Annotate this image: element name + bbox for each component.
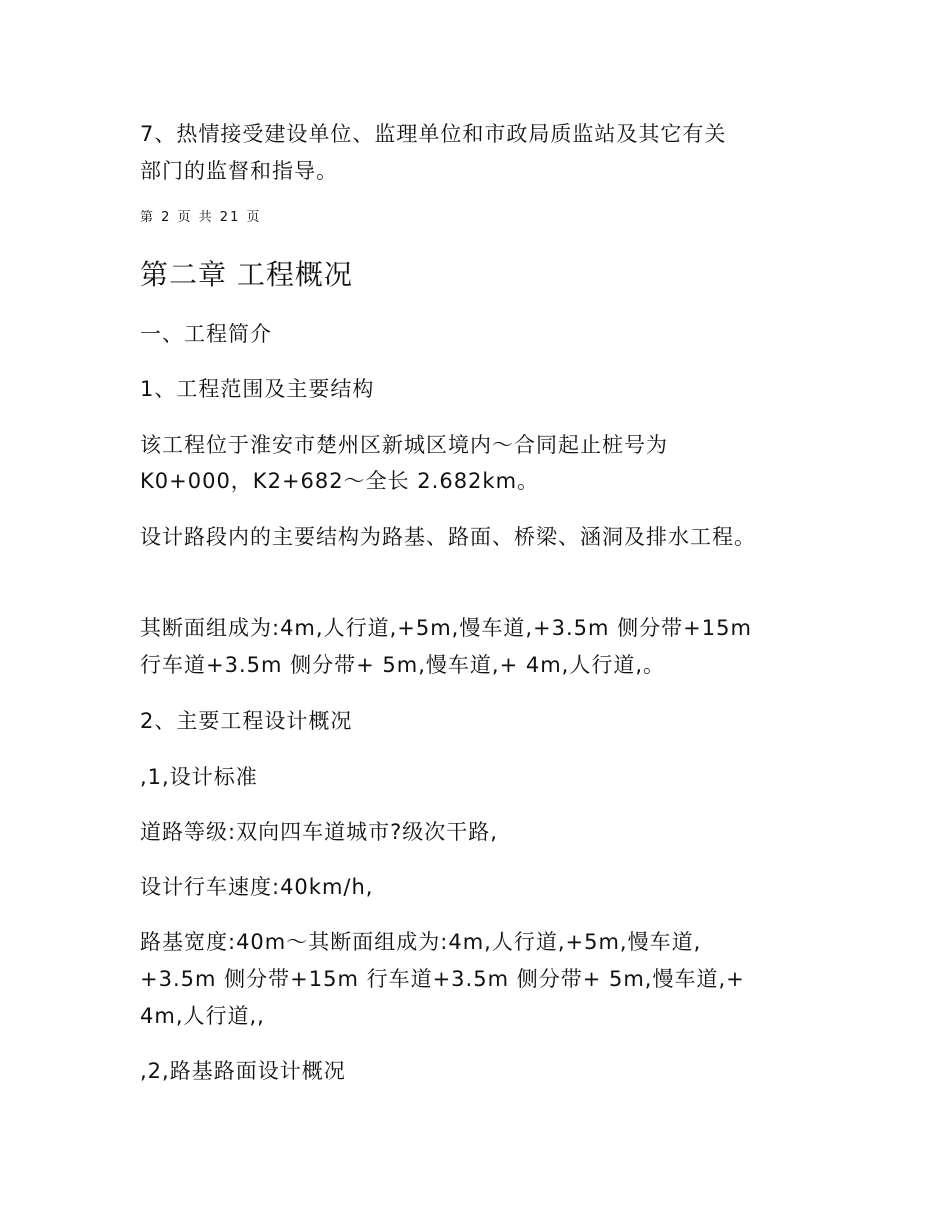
subsection-heading-scope: 1、工程范围及主要结构 <box>140 377 375 401</box>
paragraph-design-speed: 设计行车速度:40km/h, <box>140 875 374 899</box>
paragraph-subgrade-width-b: +3.5m 侧分带+15m 行车道+3.5m 侧分带+ 5m,慢车道,+ <box>140 967 745 991</box>
text-line-responsibility-7b: 部门的监督和指导。 <box>140 159 338 183</box>
subsection-heading-design: 2、主要工程设计概况 <box>140 709 353 733</box>
paragraph-main-structures: 设计路段内的主要结构为路基、路面、桥梁、涵洞及排水工程。 <box>140 525 756 549</box>
paragraph-location-b: K0+000，K2+682～全长 2.682km。 <box>140 469 540 493</box>
page-number-footer: 第 2 页 共 21 页 <box>140 210 262 225</box>
paragraph-subgrade-width-c: 4m,人行道,, <box>140 1004 265 1028</box>
paragraph-cross-section-a: 其断面组成为:4m,人行道,+5m,慢车道,+3.5m 侧分带+15m <box>140 616 752 640</box>
paragraph-subgrade-width-a: 路基宽度:40m～其断面组成为:4m,人行道,+5m,慢车道, <box>140 930 702 954</box>
paragraph-road-grade: 道路等级:双向四车道城市?级次干路, <box>140 820 498 844</box>
paragraph-location-a: 该工程位于淮安市楚州区新城区境内～合同起止桩号为 <box>140 433 668 457</box>
item-heading-subgrade-pavement: ,2,路基路面设计概况 <box>140 1059 346 1083</box>
paragraph-cross-section-b: 行车道+3.5m 侧分带+ 5m,慢车道,+ 4m,人行道,。 <box>140 653 666 677</box>
item-heading-design-standard: ,1,设计标准 <box>140 765 258 789</box>
section-heading-overview: 一、工程简介 <box>140 322 272 346</box>
chapter-title: 第二章 工程概况 <box>140 258 353 291</box>
text-line-responsibility-7a: 7、热情接受建设单位、监理单位和市政局质监站及其它有关 <box>140 122 727 146</box>
